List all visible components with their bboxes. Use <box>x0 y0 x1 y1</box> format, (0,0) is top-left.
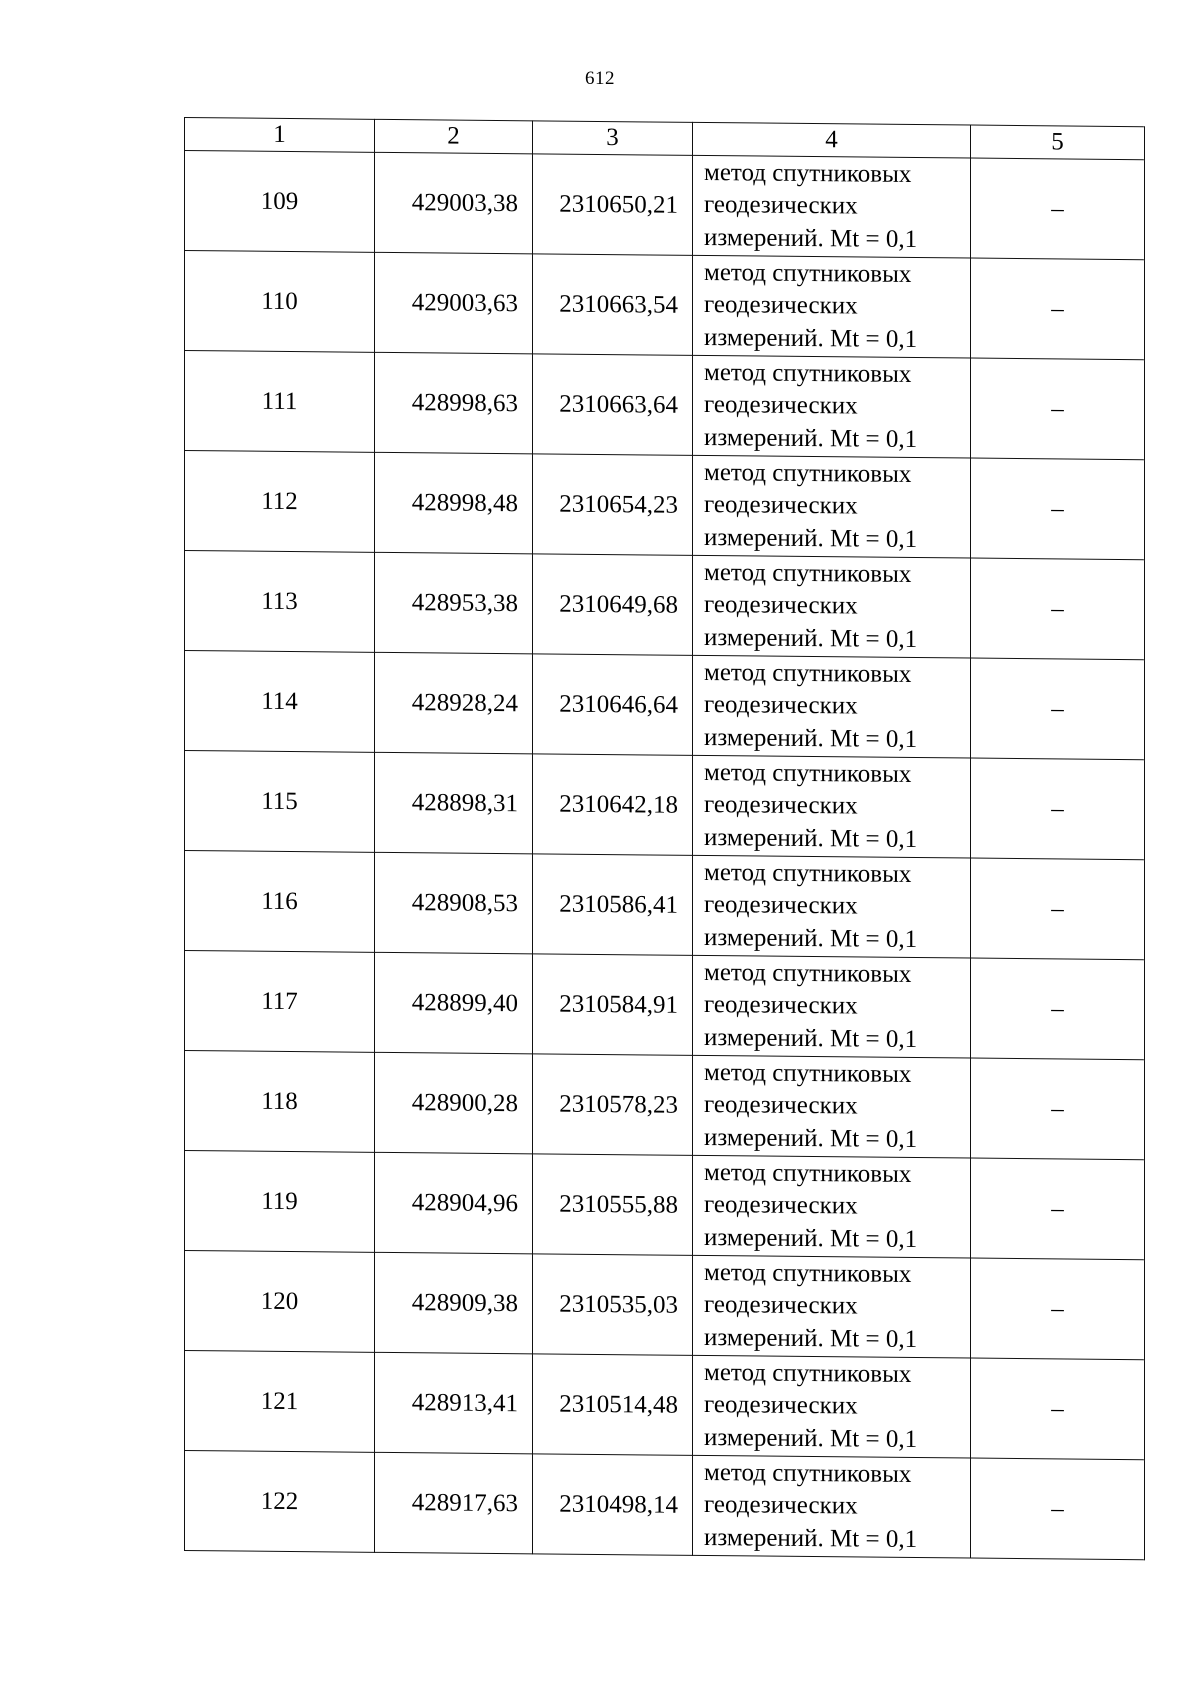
coordinate-y-cell-text: 2310642,18 <box>559 790 678 819</box>
note-cell-text: – <box>1051 1494 1064 1522</box>
coordinate-y-cell-text: 2310663,64 <box>559 390 678 419</box>
note-cell-text: – <box>1051 794 1064 822</box>
coordinate-y-cell-text: 2310498,14 <box>559 1490 678 1519</box>
method-cell <box>693 955 971 1058</box>
coordinate-y-cell-text: 2310584,91 <box>559 990 678 1019</box>
method-cell <box>693 1455 971 1558</box>
coordinate-x-cell-text: 429003,38 <box>411 188 518 217</box>
point-number-cell-text: 116 <box>261 887 298 915</box>
point-number-cell <box>185 1351 375 1453</box>
coordinate-x-cell-text: 428898,31 <box>411 788 518 817</box>
method-cell-text: метод спутниковых геодезических измерений. Mt = 0,1 <box>704 1358 918 1453</box>
note-cell <box>971 158 1145 260</box>
method-cell-text: метод спутниковых геодезических измерений. Mt = 0,1 <box>704 458 918 553</box>
note-cell <box>971 758 1145 860</box>
note-cell <box>971 958 1145 1060</box>
method-cell-text: метод спутниковых геодезических измерений. Mt = 0,1 <box>704 1058 918 1153</box>
coordinate-x-cell <box>375 1352 533 1454</box>
table-row <box>185 751 1145 860</box>
coordinate-x-cell <box>375 252 533 354</box>
note-cell-text: – <box>1051 994 1064 1022</box>
method-cell-text: метод спутниковых геодезических измерений. Mt = 0,1 <box>704 258 918 353</box>
point-number-cell-text: 109 <box>260 187 299 215</box>
coordinate-x-cell <box>375 1152 533 1254</box>
page-number: 612 <box>585 68 615 89</box>
table-row <box>185 151 1145 260</box>
coordinate-y-cell <box>533 1454 693 1556</box>
method-cell-text: метод спутниковых геодезических измерений. Mt = 0,1 <box>704 658 918 753</box>
point-number-cell-text: 113 <box>261 587 298 615</box>
header-col-3: 3 <box>533 121 693 156</box>
coordinate-x-cell <box>375 852 533 954</box>
coordinate-y-cell <box>533 1254 693 1356</box>
coordinate-y-cell-text: 2310514,48 <box>559 1390 678 1419</box>
point-number-cell <box>185 1451 375 1553</box>
point-number-cell <box>185 1151 375 1253</box>
coordinate-x-cell <box>375 752 533 854</box>
coordinate-y-cell <box>533 254 693 356</box>
method-cell <box>693 655 971 758</box>
point-number-cell <box>185 951 375 1053</box>
coordinate-y-cell <box>533 554 693 656</box>
method-cell <box>693 155 971 258</box>
table-row <box>185 1151 1145 1260</box>
coordinate-y-cell <box>533 1154 693 1256</box>
point-number-cell <box>185 551 375 653</box>
note-cell <box>971 1158 1145 1260</box>
table-row <box>185 1251 1145 1360</box>
table-row <box>185 651 1145 760</box>
method-cell <box>693 1055 971 1158</box>
point-number-cell-text: 117 <box>261 987 298 1015</box>
coordinate-x-cell <box>375 1252 533 1354</box>
method-cell-text: метод спутниковых геодезических измерений. Mt = 0,1 <box>704 1158 918 1253</box>
note-cell <box>971 258 1145 360</box>
coordinate-y-cell-text: 2310654,23 <box>559 490 678 519</box>
point-number-cell-text: 118 <box>261 1087 298 1115</box>
coordinate-x-cell <box>375 652 533 754</box>
note-cell-text: – <box>1051 894 1064 922</box>
coordinate-x-cell-text: 428908,53 <box>411 888 518 917</box>
point-number-cell <box>185 451 375 553</box>
method-cell-text: метод спутниковых геодезических измерений. Mt = 0,1 <box>704 558 918 653</box>
note-cell <box>971 658 1145 760</box>
coordinate-y-cell <box>533 854 693 956</box>
coordinate-x-cell-text: 428998,63 <box>411 388 518 417</box>
note-cell <box>971 1358 1145 1460</box>
method-cell <box>693 1255 971 1358</box>
coordinate-x-cell-text: 428917,63 <box>411 1488 518 1517</box>
method-cell-text: метод спутниковых геодезических измерений. Mt = 0,1 <box>704 358 918 453</box>
method-cell <box>693 455 971 558</box>
note-cell <box>971 1058 1145 1160</box>
note-cell-text: – <box>1051 694 1064 722</box>
method-cell-text: метод спутниковых геодезических измерений. Mt = 0,1 <box>704 858 918 953</box>
table-row <box>185 351 1145 460</box>
note-cell <box>971 1458 1145 1560</box>
coordinate-x-cell-text: 428899,40 <box>411 988 518 1017</box>
coordinate-y-cell <box>533 754 693 856</box>
coordinate-x-cell <box>375 1452 533 1554</box>
method-cell <box>693 755 971 858</box>
note-cell-text: – <box>1051 1194 1064 1222</box>
point-number-cell <box>185 1051 375 1153</box>
coordinate-x-cell-text: 428998,48 <box>411 488 518 517</box>
table-row <box>185 551 1145 660</box>
header-col-1: 1 <box>185 118 375 153</box>
note-cell-text: – <box>1051 494 1064 522</box>
method-cell-text: метод спутниковых геодезических измерений. Mt = 0,1 <box>704 158 918 253</box>
table-row <box>185 1451 1145 1560</box>
coordinate-y-cell <box>533 1054 693 1156</box>
coordinate-y-cell-text: 2310649,68 <box>559 590 678 619</box>
coordinate-x-cell <box>375 452 533 554</box>
method-cell-text: метод спутниковых геодезических измерений. Mt = 0,1 <box>704 958 918 1053</box>
coordinate-y-cell-text: 2310646,64 <box>559 690 678 719</box>
note-cell <box>971 858 1145 960</box>
coordinate-y-cell-text: 2310555,88 <box>559 1190 678 1219</box>
point-number-cell <box>185 1251 375 1353</box>
note-cell-text: – <box>1051 194 1064 222</box>
table-body <box>185 151 1145 1560</box>
point-number-cell <box>185 251 375 353</box>
table-row <box>185 851 1145 960</box>
header-col-2: 2 <box>375 119 533 154</box>
note-cell-text: – <box>1051 394 1064 422</box>
note-cell-text: – <box>1051 1394 1064 1422</box>
method-cell-text: метод спутниковых геодезических измерений. Mt = 0,1 <box>704 1458 918 1553</box>
note-cell-text: – <box>1051 1094 1064 1122</box>
note-cell <box>971 558 1145 660</box>
coordinate-y-cell-text: 2310535,03 <box>559 1290 678 1319</box>
method-cell <box>693 555 971 658</box>
point-number-cell-text: 120 <box>260 1287 299 1315</box>
note-cell-text: – <box>1051 1294 1064 1322</box>
method-cell <box>693 355 971 458</box>
coordinate-y-cell-text: 2310586,41 <box>559 890 678 919</box>
coordinate-x-cell <box>375 352 533 454</box>
coordinate-x-cell <box>375 1052 533 1154</box>
note-cell-text: – <box>1051 294 1064 322</box>
method-cell-text: метод спутниковых геодезических измерений. Mt = 0,1 <box>704 758 918 853</box>
coordinate-x-cell <box>375 952 533 1054</box>
coordinate-x-cell <box>375 152 533 254</box>
table-row <box>185 1051 1145 1160</box>
point-number-cell-text: 119 <box>261 1187 298 1215</box>
coordinate-y-cell <box>533 154 693 256</box>
method-cell-text: метод спутниковых геодезических измерений. Mt = 0,1 <box>704 1258 918 1353</box>
coordinate-x-cell <box>375 552 533 654</box>
coordinate-x-cell-text: 428953,38 <box>411 588 518 617</box>
table-row <box>185 1351 1145 1460</box>
coordinate-x-cell-text: 428909,38 <box>411 1288 518 1317</box>
point-number-cell <box>185 151 375 253</box>
table-row <box>185 251 1145 360</box>
coordinates-table <box>184 117 1145 1560</box>
note-cell <box>971 458 1145 560</box>
coordinate-y-cell <box>533 654 693 756</box>
note-cell-text: – <box>1051 594 1064 622</box>
header-col-4: 4 <box>693 122 971 158</box>
point-number-cell-text: 111 <box>261 387 298 415</box>
method-cell <box>693 1155 971 1258</box>
point-number-cell-text: 115 <box>261 787 298 815</box>
coordinate-y-cell <box>533 354 693 456</box>
note-cell <box>971 1258 1145 1360</box>
method-cell <box>693 1355 971 1458</box>
coordinate-x-cell-text: 428904,96 <box>411 1188 518 1217</box>
coordinate-y-cell <box>533 1354 693 1456</box>
point-number-cell <box>185 651 375 753</box>
table-row <box>185 451 1145 560</box>
table-row <box>185 951 1145 1060</box>
coordinate-x-cell-text: 428913,41 <box>411 1388 518 1417</box>
coordinate-y-cell <box>533 454 693 556</box>
method-cell <box>693 855 971 958</box>
point-number-cell-text: 110 <box>261 287 298 315</box>
coordinate-x-cell-text: 428900,28 <box>411 1088 518 1117</box>
point-number-cell-text: 121 <box>260 1387 299 1415</box>
coordinate-y-cell-text: 2310650,21 <box>559 190 678 219</box>
point-number-cell <box>185 351 375 453</box>
point-number-cell-text: 114 <box>261 687 298 715</box>
method-cell <box>693 255 971 358</box>
coordinate-x-cell-text: 429003,63 <box>411 288 518 317</box>
point-number-cell <box>185 751 375 853</box>
header-col-5: 5 <box>971 125 1145 160</box>
coordinate-y-cell <box>533 954 693 1056</box>
point-number-cell <box>185 851 375 953</box>
coordinate-x-cell-text: 428928,24 <box>411 688 518 717</box>
note-cell <box>971 358 1145 460</box>
coordinate-y-cell-text: 2310663,54 <box>559 290 678 319</box>
point-number-cell-text: 122 <box>260 1487 299 1515</box>
coordinate-y-cell-text: 2310578,23 <box>559 1090 678 1119</box>
point-number-cell-text: 112 <box>261 487 298 515</box>
